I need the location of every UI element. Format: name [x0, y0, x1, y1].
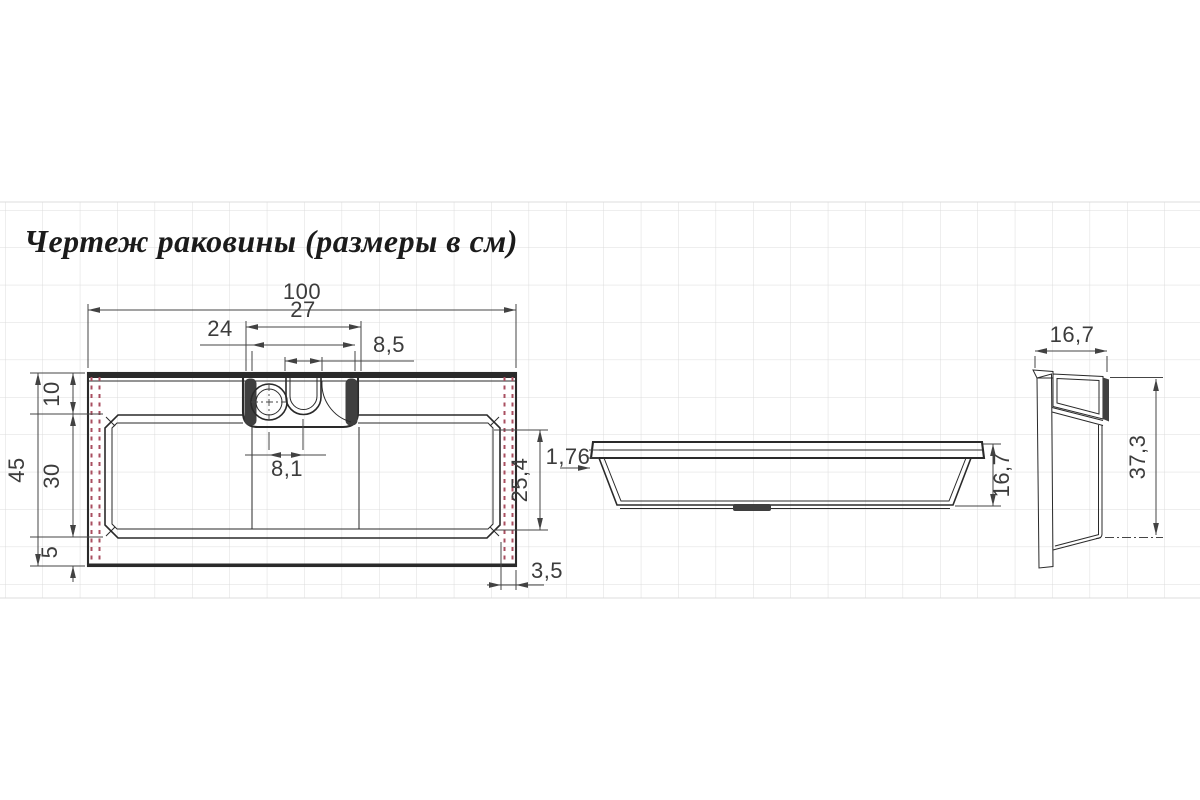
dim-label-depth: 45 [4, 457, 29, 483]
dim-label-notch: 8,5 [372, 332, 406, 357]
dim-label-margin: 3,5 [530, 558, 564, 583]
dim-label-side-height: 37,3 [1125, 434, 1150, 480]
dim-label-back: 10 [39, 381, 64, 407]
dim-label-front-height: 16,7 [989, 452, 1014, 498]
dim-label-width: 100 [282, 279, 322, 304]
dim-label-spacing: 8,1 [270, 456, 304, 481]
dim-label-offset: 24 [207, 316, 233, 341]
dim-label-front: 5 [37, 545, 62, 559]
apron-edge-fill [1103, 378, 1109, 422]
dim-label-inner: 25,4 [507, 457, 532, 503]
dim-label-basin: 30 [39, 463, 64, 489]
dim-label-rim: 1,76 [545, 444, 591, 469]
page-title: Чертеж раковины (размеры в см) [24, 223, 518, 259]
dim-label-platform: 27 [290, 297, 316, 322]
drain-boss [733, 504, 771, 511]
platform-right-wall [346, 379, 358, 426]
dim-label-side-depth: 16,7 [1049, 322, 1095, 347]
